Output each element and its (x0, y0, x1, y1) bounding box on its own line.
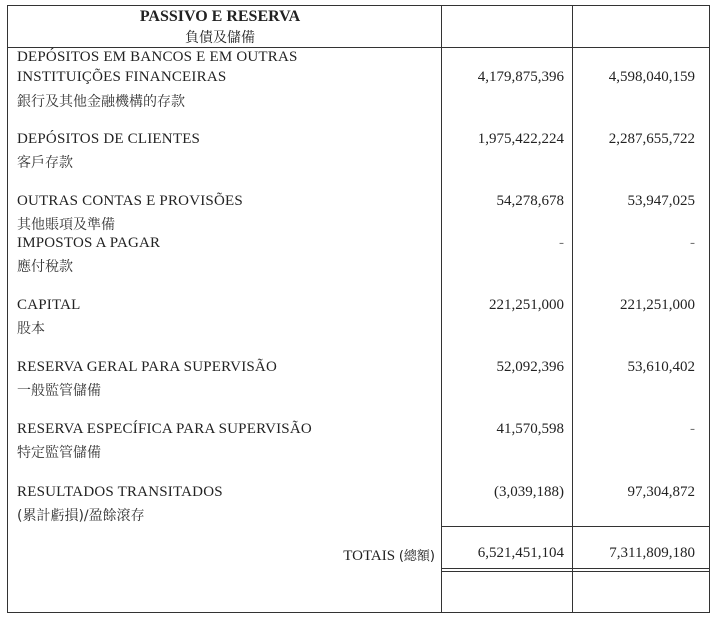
row-value-interbank-previous: 4,598,040,159 (608, 69, 695, 85)
row-label-specific-reserve: RESERVA ESPECÍFICA PARA SUPERVISÃO (17, 421, 312, 437)
row-value-general-reserve-previous: 53,610,402 (627, 359, 695, 375)
row-value-capital-previous: 221,251,000 (620, 297, 695, 313)
totals-double-rule-current-2 (441, 571, 573, 572)
column-divider-previous (572, 5, 573, 613)
row-value-retained-results-current: (3,039,188) (494, 484, 564, 500)
row-label-capital: CAPITAL (17, 297, 81, 313)
row-label-other-accounts: OUTRAS CONTAS E PROVISÕES (17, 193, 243, 209)
row-value-customer-deposits-previous: 2,287,655,722 (608, 131, 695, 147)
totals-double-rule-previous-1 (572, 568, 710, 569)
row-value-other-accounts-previous: 53,947,025 (627, 193, 695, 209)
row-label-interbank-line1: DEPÓSITOS EM BANCOS E EM OUTRAS (17, 49, 298, 65)
totals-value-previous: 7,311,809,180 (609, 545, 695, 561)
row-label-taxes-payable: IMPOSTOS A PAGAR (17, 235, 161, 251)
row-value-retained-results-previous: 97,304,872 (627, 484, 695, 500)
frame-right-border (709, 5, 710, 613)
totals-double-rule-previous-2 (572, 571, 710, 572)
row-value-specific-reserve-previous: - (690, 421, 695, 437)
row-label-other-accounts-zh: 其他賬項及準備 (17, 217, 115, 233)
row-label-customer-deposits: DEPÓSITOS DE CLIENTES (17, 131, 201, 147)
row-label-taxes-payable-zh: 應付稅款 (17, 259, 73, 275)
row-value-other-accounts-current: 54,278,678 (496, 193, 564, 209)
row-value-capital-current: 221,251,000 (489, 297, 564, 313)
row-value-taxes-payable-previous: - (690, 235, 695, 251)
row-value-general-reserve-current: 52,092,396 (496, 359, 564, 375)
row-label-general-reserve-zh: 一般監管儲備 (17, 383, 101, 399)
frame-bottom-border (7, 612, 710, 613)
row-value-customer-deposits-current: 1,975,422,224 (477, 131, 564, 147)
totals-label-pt: TOTAIS (343, 548, 396, 564)
row-label-interbank-line2: INSTITUIÇÕES FINANCEIRAS (17, 69, 227, 85)
frame-left-border (7, 5, 8, 613)
row-label-interbank-zh: 銀行及其他金融機構的存款 (17, 94, 185, 110)
totals-value-current: 6,521,451,104 (477, 545, 564, 561)
frame-top-border (7, 5, 710, 6)
row-label-specific-reserve-zh: 特定監管儲備 (17, 445, 101, 461)
row-label-retained-results: RESULTADOS TRANSITADOS (17, 484, 223, 500)
header-divider (7, 47, 710, 48)
row-value-interbank-current: 4,179,875,396 (477, 69, 564, 85)
row-label-retained-results-zh: (累計虧損)/盈餘滾存 (17, 508, 145, 524)
row-label-general-reserve: RESERVA GERAL PARA SUPERVISÃO (17, 359, 277, 375)
totals-label-zh: (總額) (398, 549, 435, 564)
totals-double-rule-current-1 (441, 568, 573, 569)
column-divider-current (441, 5, 442, 613)
row-value-taxes-payable-current: - (559, 235, 564, 251)
section-title-chinese: 負債及儲備 (185, 30, 255, 46)
row-label-capital-zh: 股本 (17, 321, 45, 337)
row-label-customer-deposits-zh: 客戶存款 (17, 155, 73, 171)
section-title: PASSIVO E RESERVA (139, 8, 301, 25)
row-value-specific-reserve-current: 41,570,598 (496, 421, 564, 437)
totals-top-rule-previous (572, 526, 710, 527)
totals-top-rule-current (441, 526, 573, 527)
totals-label (250, 545, 435, 565)
